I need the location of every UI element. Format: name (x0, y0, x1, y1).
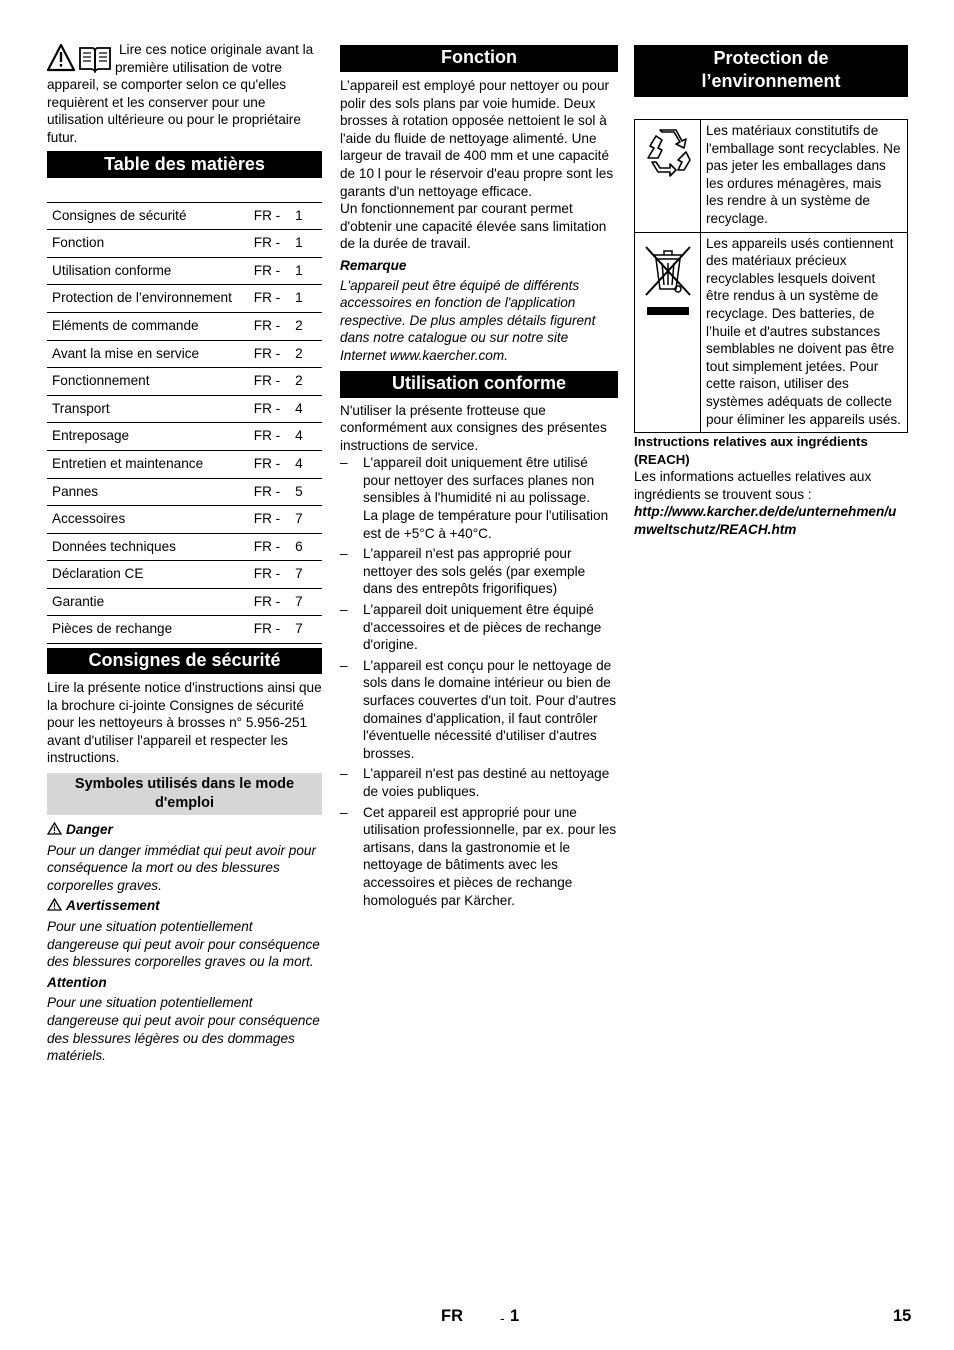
footer-lang: FR (441, 1307, 463, 1325)
fonction-p1: L’appareil est employé pour nettoyer ou pour polir des sols plans par voie humide. Deux brosses à rotation opposée nettoient le sol à l'aide du fluide de nettoyage alimenté. Une largeur de travail de 400 mm et une capacité de 10 l pour le réservoir d'eau propre sont les garants d'un nettoyage efficace. (340, 78, 614, 199)
danger-block (47, 821, 322, 894)
toc-row[interactable] (47, 285, 322, 313)
usage-item: – Cet appareil est approprié pour une utilisation professionnelle, par ex. pour les artisans, dans la gastronomie et le nettoyage de bâtiments avec les accessoires et pièces de rechange homologués par Kärcher. (340, 804, 617, 908)
env-row-packaging (635, 120, 908, 233)
toc-page: 5 (295, 478, 322, 506)
env-table (634, 119, 908, 433)
toc-row[interactable] (47, 506, 322, 534)
footer-section-number: 1 (510, 1307, 520, 1325)
toc-title: Eléments de commande (47, 312, 254, 340)
toc-title: Pièces de rechange (47, 616, 254, 644)
reach-text: Les informations actuelles relatives aux ingrédients se trouvent sous : (634, 469, 872, 502)
toc-page: 1 (295, 257, 322, 285)
toc-row[interactable] (47, 368, 322, 396)
toc-prefix: FR - (254, 588, 295, 616)
toc-prefix: FR - (254, 368, 295, 396)
usage-item: – L'appareil n'est pas destiné au nettoyage de voies publiques. (340, 766, 610, 799)
toc-title: Avant la mise en service (47, 340, 254, 368)
recycle-icon (642, 126, 694, 178)
toc-prefix: FR - (254, 395, 295, 423)
env-heading: Protection de l’environnement (634, 45, 908, 97)
toc-title: Fonction (47, 230, 254, 258)
warning-triangle-icon (47, 822, 62, 835)
warning-text: Pour une situation potentiellement dangereuse qui peut avoir pour conséquence des blessures corporelles graves ou la mort. (47, 919, 320, 970)
toc-prefix: FR - (254, 312, 295, 340)
toc-page: 1 (295, 285, 322, 313)
reach-url[interactable]: http://www.karcher.de/de/unternehmen/umweltschutz/REACH.htm (634, 504, 897, 538)
toc-row[interactable] (47, 395, 322, 423)
danger-text: Pour un danger immédiat qui peut avoir pour conséquence la mort ou des blessures corporelles graves. (47, 842, 317, 893)
toc-row[interactable] (47, 588, 322, 616)
toc-prefix: FR - (254, 616, 295, 644)
usage-item: – L'appareil doit uniquement être utilisé pour nettoyer des surfaces planes non sensibles à l'humidité ni au polissage. La plage de température pour l'utilisation est de +5°C à +40°C. (340, 455, 609, 541)
toc-title: Entreposage (47, 423, 254, 451)
attention-block (47, 974, 322, 1065)
temp-note: La plage de température pour l'utilisation est de +5°C à +40°C. (363, 508, 609, 541)
column-left (47, 40, 322, 1065)
remark-label: Remarque (340, 257, 407, 273)
toc-page: 2 (295, 340, 322, 368)
toc-row[interactable] (47, 230, 322, 258)
toc-title: Accessoires (47, 506, 254, 534)
toc-title: Fonctionnement (47, 368, 254, 396)
intro-text: Lire ces notice originale avant la première utilisation de votre appareil, se comporter selon ce qu'elles requièrent et les conserver pour une utilisation ultérieure ou pour le propriétaire futur. (47, 42, 314, 145)
toc-heading: Table des matières (47, 151, 322, 178)
toc-page: 2 (295, 312, 322, 340)
usage-item: – L'appareil n'est pas approprié pour nettoyer des sols gelés (par exemple dans des entrepôts frigorifiques) (340, 546, 586, 597)
toc-title: Déclaration CE (47, 561, 254, 589)
toc-row[interactable] (47, 561, 322, 589)
toc-row[interactable] (47, 616, 322, 644)
attention-text: Pour une situation potentiellement dangereuse qui peut avoir pour conséquence des blessures légères ou des dommages matériels. (47, 995, 320, 1064)
toc-page: 1 (295, 202, 322, 230)
safety-text: Lire la présente notice d'instructions ainsi que la brochure ci-jointe Consignes de sécurité pour les nettoyeurs à brosses n° 5.956-251 avant d'utiliser l'appareil et respecter les instructions. (47, 680, 322, 766)
fonction-heading: Fonction (340, 45, 618, 72)
toc-prefix: FR - (254, 561, 295, 589)
remark-text: L'appareil peut être équipé de différents accessoires en fonction de l'application respective. De plus amples détails figurent dans notre catalogue ou sur notre site Internet www.kaercher.com. (340, 277, 596, 363)
usage-list (340, 454, 618, 909)
footer-section-dash: - (500, 1310, 505, 1326)
toc-prefix: FR - (254, 506, 295, 534)
toc-title: Entretien et maintenance (47, 450, 254, 478)
toc-title: Transport (47, 395, 254, 423)
env-devices-text: Les appareils usés contiennent des matériaux précieux recyclables lesquels doivent être rendus à un système de recyclage. Des batteries, de l’huile et d'autres substances semblables ne doivent pas être tout simplement jetées. Pour cette raison, utiliser des systèmes adéquats de collecte pour éliminer les appareils usés. (701, 232, 908, 433)
toc-row[interactable] (47, 202, 322, 230)
toc-row[interactable] (47, 423, 322, 451)
usage-intro: N'utiliser la présente frotteuse que conformément aux consignes des présentes instructions de service. (340, 402, 607, 453)
crossed-bin-icon (642, 241, 694, 319)
toc-page: 6 (295, 533, 322, 561)
intro-block (47, 41, 322, 147)
usage-item: – L'appareil est conçu pour le nettoyage de sols dans le domaine intérieur ou bien de surfaces couvertes d'un toit. Pour d'autres domaines d'application, il faut contrôler l'éventuelle nécessité d'utiliser d'autres brosses. (340, 657, 617, 761)
warning-triangle-icon (47, 43, 111, 73)
toc-prefix: FR - (254, 423, 295, 451)
toc-row[interactable] (47, 450, 322, 478)
toc-page: 4 (295, 450, 322, 478)
toc-prefix: FR - (254, 340, 295, 368)
toc-title: Données techniques (47, 533, 254, 561)
toc-page: 7 (295, 616, 322, 644)
toc-prefix: FR - (254, 533, 295, 561)
warning-triangle-icon (47, 898, 62, 911)
toc-title: Consignes de sécurité (47, 202, 254, 230)
warning-manual-icons (47, 43, 111, 73)
toc-page: 2 (295, 368, 322, 396)
toc-prefix: FR - (254, 478, 295, 506)
attention-label: Attention (47, 974, 107, 990)
fonction-p2: Un fonctionnement par courant permet d'obtenir une capacité élevée sans limitation de la durée de travail. (340, 201, 607, 252)
env-packaging-text: Les matériaux constitutifs de l'emballage sont recyclables. Ne pas jeter les emballages dans les ordures ménagères, mais les rendre à un système de recyclage. (701, 120, 908, 233)
toc-page: 4 (295, 395, 322, 423)
toc-prefix: FR - (254, 230, 295, 258)
usage-heading: Utilisation conforme (340, 371, 618, 398)
toc-row[interactable] (47, 533, 322, 561)
env-row-devices (635, 232, 908, 433)
toc-title: Utilisation conforme (47, 257, 254, 285)
toc-prefix: FR - (254, 285, 295, 313)
toc-prefix: FR - (254, 202, 295, 230)
toc-prefix: FR - (254, 450, 295, 478)
symbols-heading: Symboles utilisés dans le mode d'emploi (47, 773, 322, 815)
warning-block (47, 897, 322, 970)
column-middle (340, 40, 618, 911)
footer-page-number: 15 (893, 1307, 912, 1325)
toc-page: 7 (295, 588, 322, 616)
toc-row[interactable] (47, 478, 322, 506)
column-right (634, 40, 908, 539)
toc-title: Pannes (47, 478, 254, 506)
toc-page: 7 (295, 561, 322, 589)
toc-table (47, 202, 322, 645)
safety-heading: Consignes de sécurité (47, 648, 322, 674)
toc-row[interactable] (47, 312, 322, 340)
usage-item: – L'appareil doit uniquement être équipé d'accessoires et de pièces de rechange d'origine. (340, 602, 602, 653)
toc-title: Garantie (47, 588, 254, 616)
reach-heading: Instructions relatives aux ingrédients (REACH) (634, 434, 868, 467)
toc-row[interactable] (47, 340, 322, 368)
toc-page: 4 (295, 423, 322, 451)
toc-title: Protection de l’environnement (47, 285, 254, 313)
toc-prefix: FR - (254, 257, 295, 285)
toc-page: 7 (295, 506, 322, 534)
toc-page: 1 (295, 230, 322, 258)
warning-label: Avertissement (66, 898, 160, 914)
manual-book-icon (80, 48, 110, 71)
toc-row[interactable] (47, 257, 322, 285)
danger-label: Danger (66, 822, 113, 838)
